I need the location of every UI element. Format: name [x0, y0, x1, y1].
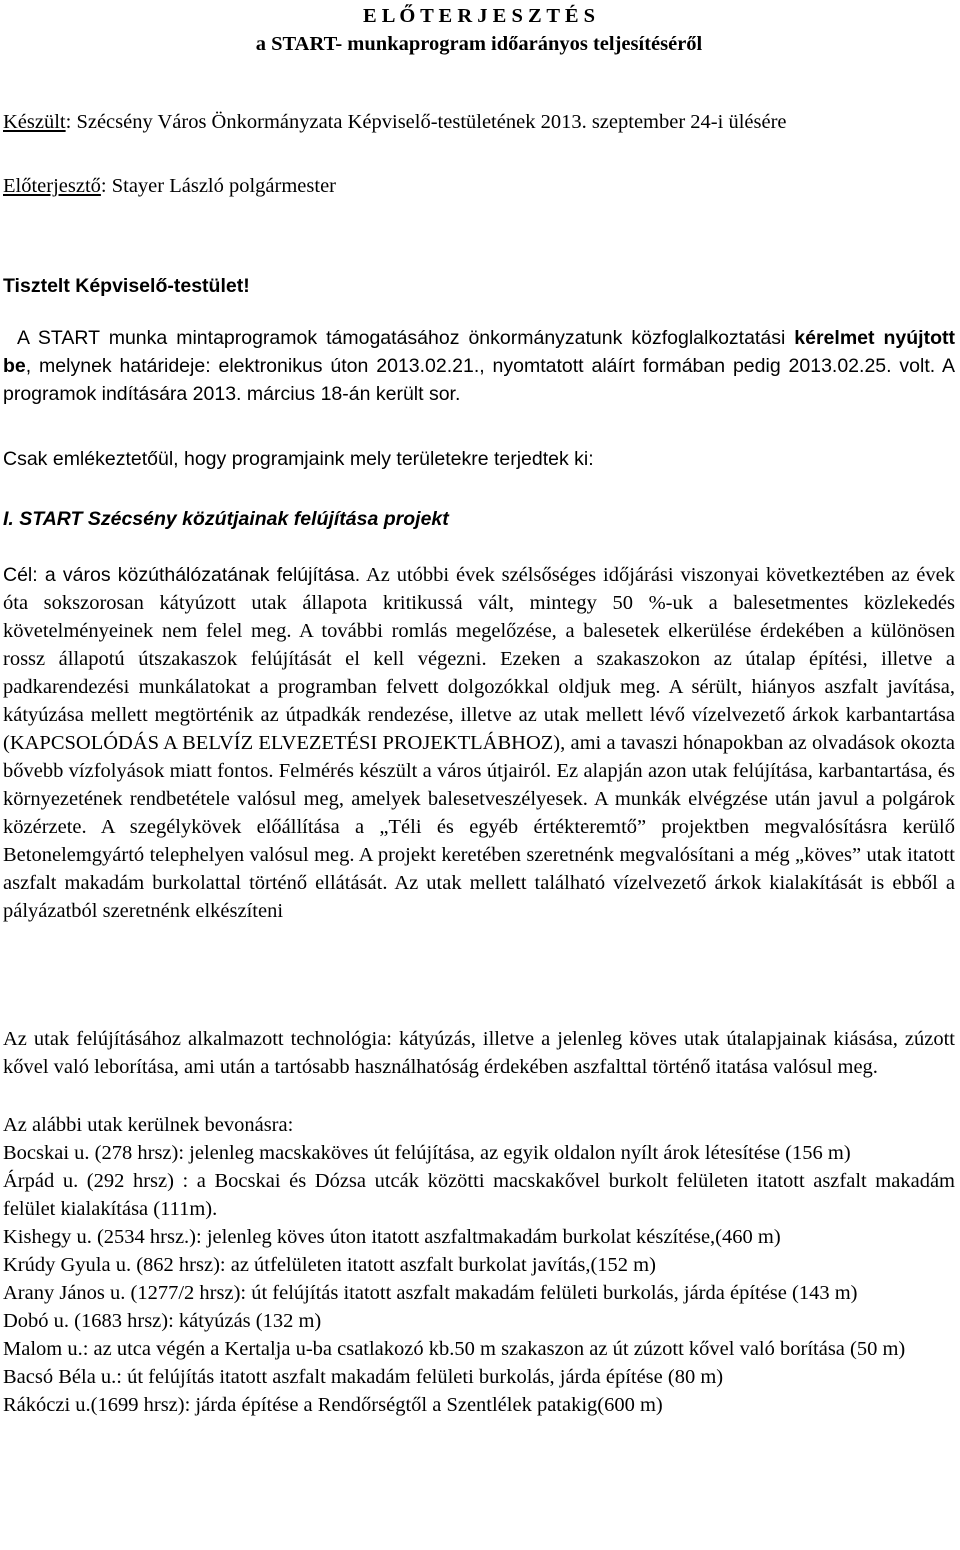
prepared-for-line: [3, 108, 943, 136]
road-list: [3, 1111, 955, 1419]
list-item: Bocskai u. (278 hrsz): jelenleg macskaköves út felújítása, az egyik oldalon nyílt árok létesítése (156 m): [3, 1142, 851, 1164]
goal-sentence: Cél: a város közúthálózatának felújítása.: [3, 564, 361, 586]
intro-paragraph: [3, 324, 955, 408]
list-item: Rákóczi u.(1699 hrsz): járda építése a Rendőrségtől a Szentlélek patakig(600 m): [3, 1394, 663, 1416]
intro-text-bold: kérelmet nyújtott be: [3, 327, 955, 377]
document-subtitle: a START- munkaprogram időarányos teljesítéséről: [255, 33, 703, 55]
salutation: Tisztelt Képviselő-testület!: [3, 275, 250, 297]
list-item: Dobó u. (1683 hrsz): kátyúzás (132 m): [3, 1310, 322, 1332]
list-item: Krúdy Gyula u. (862 hrsz): az útfelületen itatott aszfalt burkolat javítás,(152 m): [3, 1254, 656, 1276]
list-item: Malom u.: az utca végén a Kertalja u-ba csatlakozó kb.50 m szakaszon az út zúzott kővel való borítása (50 m): [3, 1338, 906, 1360]
presenter-line: [3, 172, 955, 200]
prepared-text: : Szécsény Város Önkormányzata Képviselő-testületének 2013. szeptember 24-i ülésére: [65, 111, 787, 133]
section-body: [3, 561, 955, 925]
prepared-label: Készült: [3, 111, 66, 133]
presenter-label: Előterjesztő: [3, 175, 101, 197]
list-item: Árpád u. (292 hrsz) : a Bocskai és Dózsa utcák közötti macskakővel burkolt felületen itatott aszfalt makadám felület kialakítása (111m).: [3, 1170, 955, 1220]
technology-paragraph: Az utak felújításához alkalmazott technológia: kátyúzás, illetve a jelenleg köves utak útalapjainak kiásása, zúzott kővel való leborítása, ami után a tartósabb használhatóság érdekében aszfalttal történő itatása valósul meg.: [3, 1028, 955, 1078]
presenter-text: : Stayer László polgármester: [100, 175, 337, 197]
list-item: Bacsó Béla u.: út felújítás itatott aszfalt makadám felületi burkolás, járda építése (80 m): [3, 1366, 724, 1388]
document-title: E L Ő T E R J E S Z T É S: [362, 5, 596, 27]
intro-text-1: A START munka mintaprogramok támogatásához önkormányzatunk közfoglalkoztatási: [17, 327, 795, 349]
list-item: Kishegy u. (2534 hrsz.): jelenleg köves úton itatott aszfaltmakadám burkolat készítése,(460 m): [3, 1226, 781, 1248]
road-list-intro: Az alábbi utak kerülnek bevonásra:: [3, 1114, 294, 1136]
section-heading: I. START Szécsény közútjainak felújítása projekt: [3, 508, 449, 530]
list-item: Arany János u. (1277/2 hrsz): út felújítás itatott aszfalt makadám felületi burkolás, járda építése (143 m): [3, 1282, 858, 1304]
intro-text-3: , melynek határideje: elektronikus úton 2013.02.21., nyomtatott aláírt formában pedig 2013.02.25. volt. A programok indítására 2013. március 18-án került sor.: [3, 355, 955, 405]
reminder-line: Csak emlékeztetőül, hogy programjaink mely területekre terjedtek ki:: [3, 448, 594, 470]
section-body-text: Az utóbbi évek szélsőséges időjárási viszonyai következtében az évek óta sokszorosan kátyúzott utak állapota kritikussá vált, mintegy 50 %-uk a balesetmentes közlekedés követelményeinek nem felel meg. A további romlás megelőzése, a balesetek elkerülése érdekében a különösen rossz állapotú útszakaszok felújítását el kell végezni. Ezeken a szakaszokon az útalap építési, illetve a padkarendezési munkálatokat a programban felvett dolgozókkal oldjuk meg. A sérült, hiányos aszfalt javítása, kátyúzása mellett megtörténik az útpadkák rendezése, illetve az utak mellett lévő vízelvezető árkok karbantartása (KAPCSOLÓDÁS A BELVÍZ ELVEZETÉSI PROJEKTLÁBHOZ), ami a tavaszi hónapokban az olvadások okozta bővebb vízfolyások miatt fontos. Felmérés készült a város útjairól. Ez alapján azon utak felújítása, karbantartása, és környezetének rendbetétele valósul meg, amelyek balesetveszélyesek. A munkák elvégzése után javul a polgárok közérzete. A szegélykövek előállítása a „Téli és egyéb értékteremtő” projektben megvalósításra kerülő Betonelemgyártó telephelyen valósul meg. A projekt keretében szeretnénk megvalósítani a még „köves” utak itatott aszfalt makadám burkolattal történő ellátását. Az utak mellett található vízelvezető árkok kialakítását is ebből a pályázatból szeretnénk elkészíteni: [3, 564, 955, 922]
